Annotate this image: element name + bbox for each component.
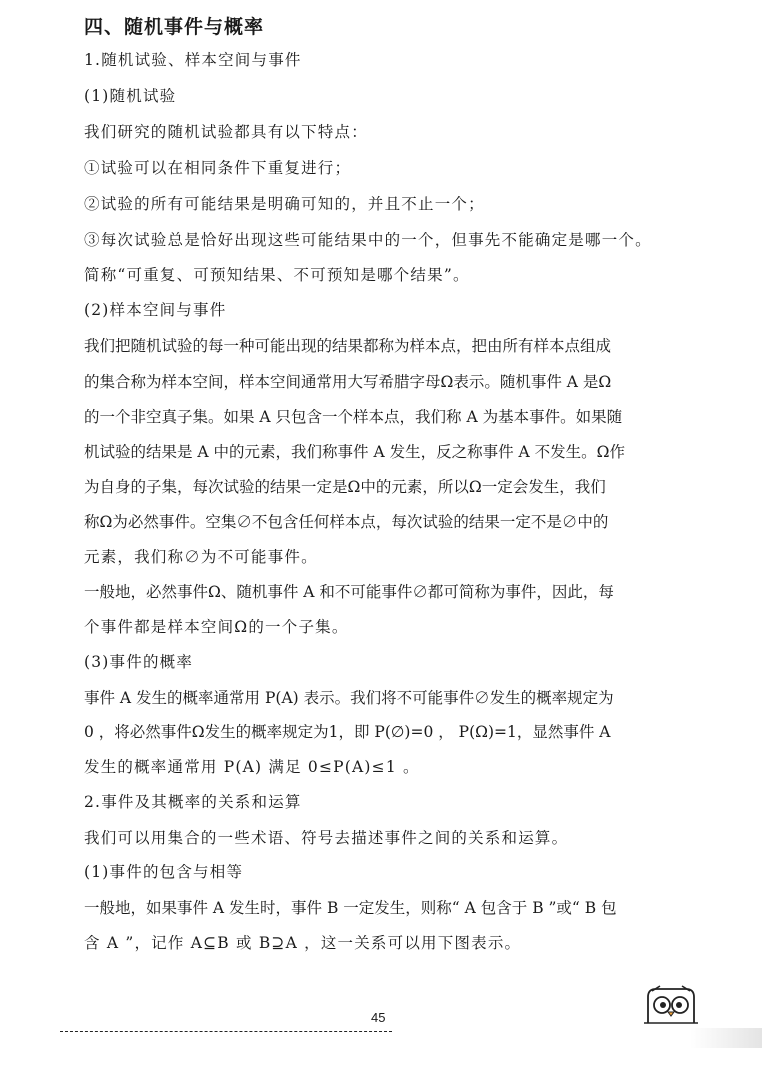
text-line: 我们可以用集合的一些术语、符号去描述事件之间的关系和运算。: [84, 829, 569, 847]
text-line: ③每次试验总是恰好出现这些可能结果中的一个，但事先不能确定是哪一个。: [84, 231, 652, 249]
text-line: 发生的概率通常用 P(A) 满足 0≤P(A)≤1 。: [84, 758, 420, 776]
text-line: (1)随机试验: [84, 87, 177, 105]
footer-dashed-rule: [60, 1031, 392, 1032]
text-line: 为自身的子集，每次试验的结果一定是Ω中的元素，所以Ω一定会发生，我们: [84, 478, 606, 496]
text-line: 0 ，将必然事件Ω发生的概率规定为1，即 P(∅)=0 ， P(Ω)=1，显然事件 A: [84, 723, 611, 741]
text-line: 含 A ”，记作 A⊆B 或 B⊇A ，这一关系可以用下图表示。: [84, 934, 522, 952]
text-line: 一般地，如果事件 A 发生时，事件 B 一定发生，则称“ A 包含于 B ”或“ B 包: [84, 899, 617, 917]
text-line: 一般地，必然事件Ω、随机事件 A 和不可能事件∅都可简称为事件，因此，每: [84, 583, 614, 601]
text-line: 称Ω为必然事件。空集∅不包含任何样本点，每次试验的结果一定不是∅中的: [84, 513, 609, 531]
text-line: ②试验的所有可能结果是明确可知的，并且不止一个；: [84, 195, 485, 213]
text-line: 事件 A 发生的概率通常用 P(A) 表示。我们将不可能事件∅发生的概率规定为: [84, 689, 614, 707]
text-line: 简称“可重复、可预知结果、不可预知是哪个结果”。: [84, 266, 470, 284]
text-line: (3)事件的概率: [84, 653, 194, 671]
text-line: 的集合称为样本空间，样本空间通常用大写希腊字母Ω表示。随机事件 A 是Ω: [84, 373, 612, 391]
text-line: 我们研究的随机试验都具有以下特点：: [84, 123, 368, 141]
text-line: 我们把随机试验的每一种可能出现的结果都称为样本点，把由所有样本点组成: [84, 337, 612, 355]
text-line: 的一个非空真子集。如果 A 只包含一个样本点，我们称 A 为基本事件。如果随: [84, 408, 623, 426]
text-line: (2)样本空间与事件: [84, 301, 227, 319]
text-line: ①试验可以在相同条件下重复进行；: [84, 159, 352, 177]
text-line: 2.事件及其概率的关系和运算: [84, 793, 302, 811]
text-line: 元素，我们称∅为不可能事件。: [84, 548, 318, 566]
page-number: 45: [371, 1010, 386, 1025]
section-heading: 四、随机事件与概率: [84, 16, 265, 38]
text-line: (1)事件的包含与相等: [84, 863, 244, 881]
owl-mascot-icon: [642, 985, 700, 1027]
text-line: 个事件都是样本空间Ω的一个子集。: [84, 618, 349, 636]
text-line: 机试验的结果是 A 中的元素，我们称事件 A 发生，反之称事件 A 不发生。Ω作: [84, 443, 625, 461]
corner-shadow: [690, 1028, 762, 1048]
text-line: 1.随机试验、样本空间与事件: [84, 51, 302, 69]
